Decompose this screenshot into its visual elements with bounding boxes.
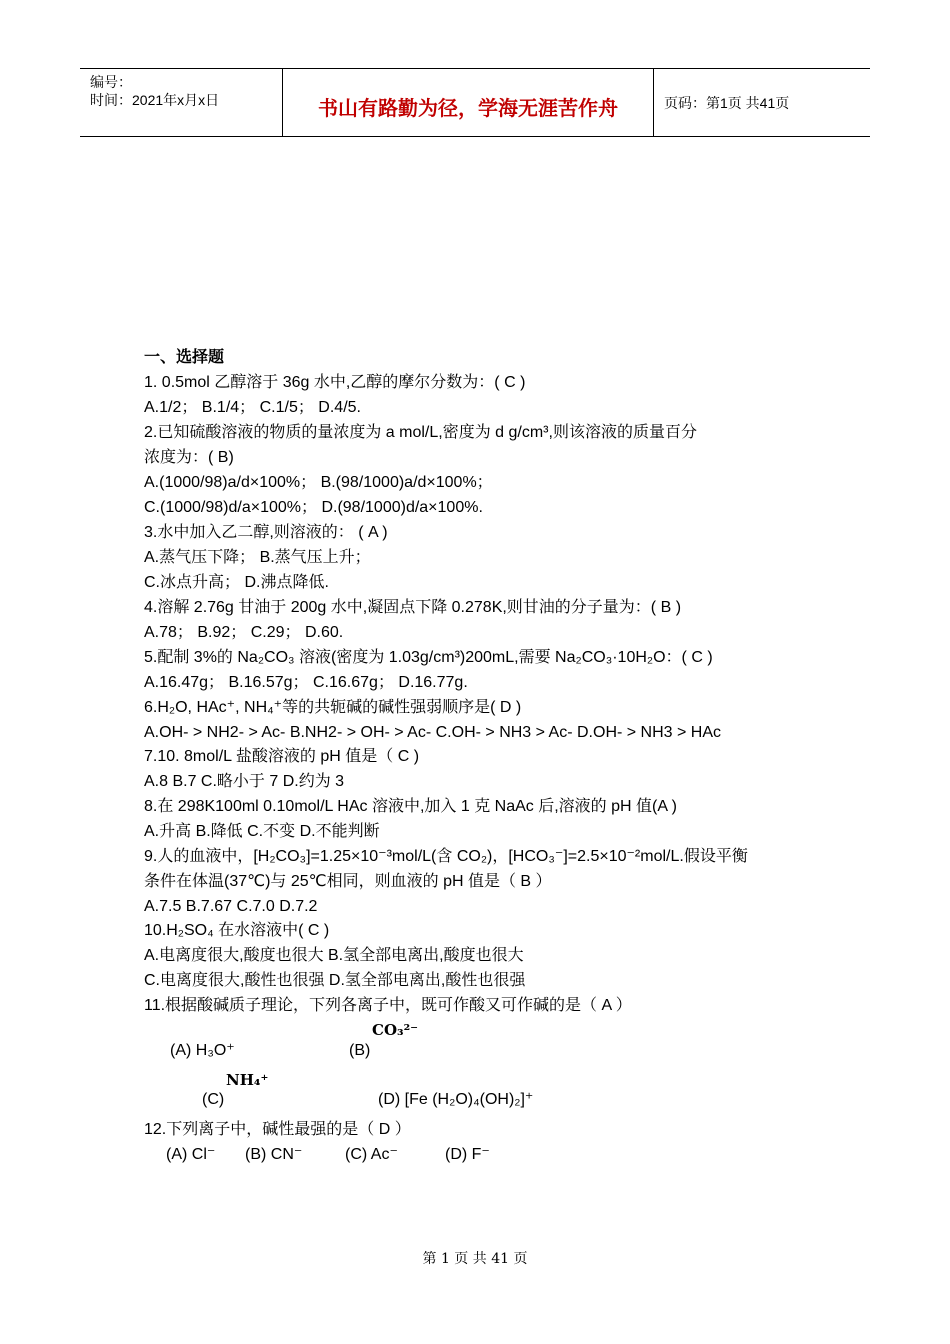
text-line: A.7.5 B.7.67 C.7.0 D.7.2 (144, 898, 318, 915)
q11-option-a: (A) H₃O⁺ (170, 1042, 235, 1059)
text-line: 9.人的血液中，[H₂CO₃]=1.25×10⁻³mol/L(含 CO₂)，[HCO₃⁻]=2.5×10⁻²mol/L.假设平衡 (144, 848, 748, 865)
text-line: 5.配制 3%的 Na₂CO₃ 溶液(密度为 1.03g/cm³)200mL,需要 Na₂CO₃·10H₂O：( C ) (144, 649, 713, 666)
page-header (80, 68, 870, 137)
q12-option-d: (D) F⁻ (445, 1146, 490, 1163)
text-line: 条件在体温(37℃)与 25℃相同，则血液的 pH 值是（ B ） (144, 873, 552, 890)
text-line: A.16.47g； B.16.57g； C.16.67g； D.16.77g. (144, 674, 468, 691)
text-line: 2.已知硫酸溶液的物质的量浓度为 a mol/L,密度为 d g/cm³,则该溶液的质量百分 (144, 424, 697, 441)
time-label: 时间：2021年x月x日 (90, 92, 220, 108)
page-footer: 第 1 页 共 41 页 (422, 1251, 528, 1267)
ammonium-formula: NH₄⁺ (226, 1071, 269, 1089)
text-line: A.8 B.7 C.略小于 7 D.约为 3 (144, 773, 345, 790)
text-line: C.电离度很大,酸性也很强 D.氢全部电离出,酸性也很强 (144, 972, 526, 989)
text-line: 10.H₂SO₄ 在水溶液中( C ) (144, 922, 330, 939)
text-line: A.蒸气压下降； B.蒸气压上升； (144, 549, 371, 566)
q11-option-c: (C) (202, 1091, 225, 1108)
text-line: 11.根据酸碱质子理论，下列各离子中，既可作酸又可作碱的是（ A ） (144, 997, 632, 1014)
text-line: 7.10. 8mol/L 盐酸溶液的 pH 值是（ C ) (144, 748, 420, 765)
text-line: A.OH- > NH2- > Ac- B.NH2- > OH- > Ac- C.OH- > NH3 > Ac- D.OH- > NH3 > HAc (144, 724, 722, 741)
text-line: A.(1000/98)a/d×100%； B.(98/1000)a/d×100%； (144, 474, 493, 491)
page-code: 页码：第1页 共41页 (664, 95, 790, 111)
text-line: A.电离度很大,酸度也很大 B.氢全部电离出,酸度也很大 (144, 947, 524, 964)
q11-option-d: (D) [Fe (H₂O)₄(OH)₂]⁺ (378, 1091, 534, 1108)
q12-option-a: (A) Cl⁻ (166, 1146, 216, 1163)
header-page-cell (654, 69, 870, 136)
text-line: A.1/2； B.1/4； C.1/5； D.4/5. (144, 399, 361, 416)
text-line: 6.H₂O, HAc⁺, NH₄⁺等的共轭碱的碱性强弱顺序是( D ) (144, 699, 522, 716)
header-slogan-cell (283, 69, 654, 136)
text-line: C.(1000/98)d/a×100%； D.(98/1000)d/a×100%. (144, 499, 483, 516)
text-line: 8.在 298K100ml 0.10mol/L HAc 溶液中,加入 1 克 NaAc 后,溶液的 pH 值(A ) (144, 798, 677, 815)
q12-option-c: (C) Ac⁻ (345, 1146, 398, 1163)
text-line: C.冰点升高； D.沸点降低. (144, 574, 329, 591)
q12-stem: 12.下列离子中，碱性最强的是（ D ） (144, 1121, 411, 1138)
section-title: 一、选择题 (144, 349, 225, 366)
text-line: A.78； B.92； C.29； D.60. (144, 624, 344, 641)
header-meta-cell (80, 69, 283, 136)
text-line: 3.水中加入乙二醇,则溶液的： ( A ) (144, 524, 388, 541)
text-line: 4.溶解 2.76g 甘油于 200g 水中,凝固点下降 0.278K,则甘油的分子量为：( B ) (144, 599, 682, 616)
slogan: 书山有路勤为径，学海无涯苦作舟 (318, 96, 618, 120)
q11-option-b: (B) (349, 1042, 371, 1059)
text-line: 浓度为：( B) (144, 449, 234, 466)
q12-option-b: (B) CN⁻ (245, 1146, 303, 1163)
text-line: A.升高 B.降低 C.不变 D.不能判断 (144, 823, 380, 840)
serial-label: 编号： (90, 74, 132, 90)
carbonate-formula: CO₃²⁻ (372, 1021, 419, 1039)
text-line: 1. 0.5mol 乙醇溶于 36g 水中,乙醇的摩尔分数为：( C ) (144, 374, 526, 391)
